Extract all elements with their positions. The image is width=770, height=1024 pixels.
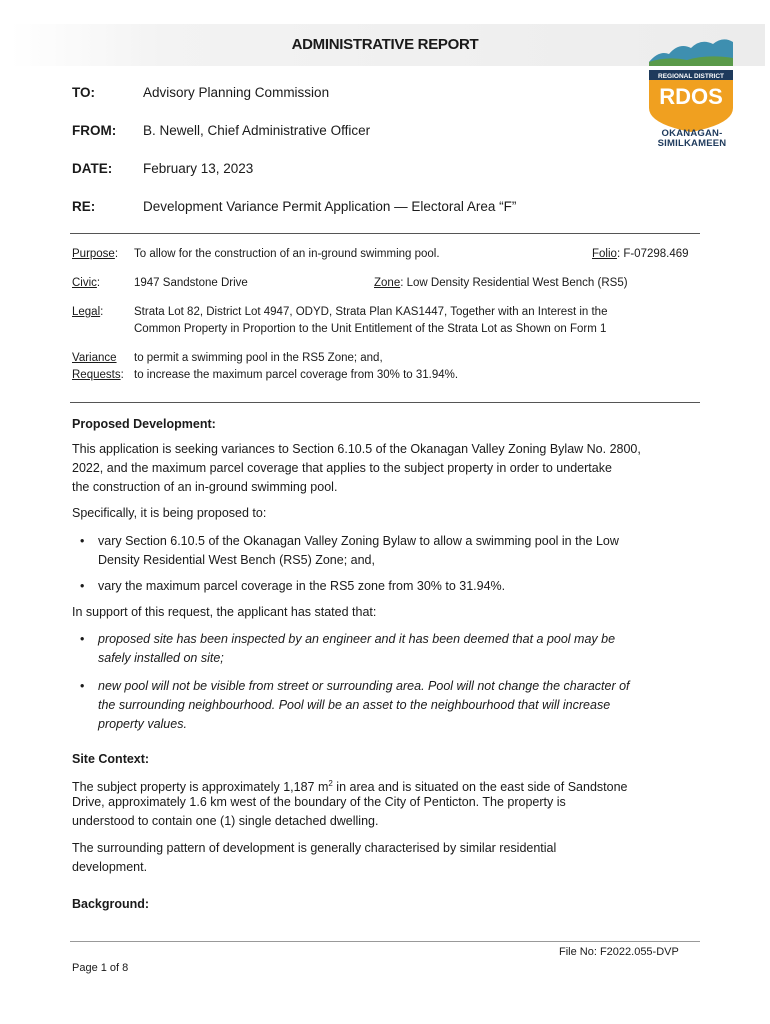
support-2-line-3: property values. xyxy=(98,717,187,731)
to-label: TO: xyxy=(72,85,95,100)
proposed-heading: Proposed Development: xyxy=(72,417,216,431)
to-value: Advisory Planning Commission xyxy=(143,85,330,100)
legal-line-2: Common Property in Proportion to the Unit Entitlement of the Strata Lot as Shown on Form 1 xyxy=(134,323,607,335)
support-2-line-2: the surrounding neighbourhood. Pool will be an asset to the neighbourhood that will increase xyxy=(98,698,611,712)
site-paragraph-2-line-1: The surrounding pattern of development is generally characterised by similar residential xyxy=(72,841,557,855)
header-divider xyxy=(70,233,700,234)
from-label: FROM: xyxy=(72,123,117,138)
bullet-dot: • xyxy=(80,579,85,593)
bullet-2: vary the maximum parcel coverage in the RS5 zone from 30% to 31.94%. xyxy=(98,579,506,593)
variance-label-1: Variance xyxy=(72,352,117,364)
proposed-intro: Specifically, it is being proposed to: xyxy=(72,506,267,520)
site-paragraph-line-1: The subject property is approximately 1,187 $m^2$ in area and is situated on the east side of Sandstone xyxy=(72,779,628,795)
support-1-line-2: safely installed on site; xyxy=(98,651,224,665)
re-value: Development Variance Permit Application — Electoral Area “F” xyxy=(143,199,517,214)
legal-line-1: Strata Lot 82, District Lot 4947, ODYD, Strata Plan KAS1447, Together with an Interest in the xyxy=(134,306,608,318)
logo-org-line2: SIMILKAMEEN xyxy=(657,138,727,149)
bullet-dot: • xyxy=(80,534,85,548)
purpose-label: Purpose: xyxy=(72,248,119,260)
proposed-paragraph-line-3: the construction of an in-ground swimming pool. xyxy=(72,480,338,494)
background-heading: Background: xyxy=(72,897,150,911)
bullet-1-line-2: Density Residential West Bench (RS5) Zone; and, xyxy=(98,553,375,567)
from-value: B. Newell, Chief Administrative Officer xyxy=(143,123,371,138)
file-number: File No: F2022.055-DVP xyxy=(559,946,679,958)
proposed-paragraph-line-2: 2022, and the maximum parcel coverage that applies to the subject property in order to undertake xyxy=(72,461,612,475)
folio: Folio: F-07298.469 xyxy=(592,248,689,260)
date-value: February 13, 2023 xyxy=(143,161,254,176)
report-title: ADMINISTRATIVE REPORT xyxy=(291,36,479,53)
site-paragraph-line-3: understood to contain one (1) single detached dwelling. xyxy=(72,814,379,828)
support-intro: In support of this request, the applicant has stated that: xyxy=(72,605,377,619)
date-label: DATE: xyxy=(72,161,113,176)
variance-label-2: Requests: xyxy=(72,369,124,381)
support-1-line-1: proposed site has been inspected by an engineer and it has been deemed that a pool may be xyxy=(98,632,616,646)
bullet-1-line-1: vary Section 6.10.5 of the Okanagan Valley Zoning Bylaw to allow a swimming pool in the Low xyxy=(98,534,619,548)
re-label: RE: xyxy=(72,199,96,214)
logo-org-name xyxy=(649,129,735,149)
site-heading: Site Context: xyxy=(72,752,150,766)
zone: Zone: Low Density Residential West Bench (RS5) xyxy=(374,277,628,289)
site-paragraph-line-2: Drive, approximately 1.6 km west of the boundary of the City of Penticton. The property is xyxy=(72,795,566,809)
legal-label: Legal: xyxy=(72,306,104,318)
bullet-dot: • xyxy=(80,679,85,693)
purpose-value: To allow for the construction of an in-ground swimming pool. xyxy=(134,248,440,260)
logo-acronym: RDOS xyxy=(659,84,723,109)
civic-label: Civic: xyxy=(72,277,101,289)
variance-line-2: to increase the maximum parcel coverage from 30% to 31.94%. xyxy=(134,369,459,381)
meta-divider xyxy=(70,402,700,403)
site-paragraph-2-line-2: development. xyxy=(72,860,148,874)
civic-value: 1947 Sandstone Drive xyxy=(134,277,248,289)
variance-line-1: to permit a swimming pool in the RS5 Zone; and, xyxy=(134,352,383,364)
proposed-paragraph-line-1: This application is seeking variances to Section 6.10.5 of the Okanagan Valley Zoning Bylaw No. 2800, xyxy=(72,442,641,456)
bullet-dot: • xyxy=(80,632,85,646)
support-2-line-1: new pool will not be visible from street or surrounding area. Pool will not change the character of xyxy=(98,679,630,693)
logo-org-line1: OKANAGAN- xyxy=(661,128,723,139)
footer-divider xyxy=(70,941,700,942)
page-number: Page 1 of 8 xyxy=(72,962,129,974)
logo-banner-text: REGIONAL DISTRICT xyxy=(658,73,724,80)
